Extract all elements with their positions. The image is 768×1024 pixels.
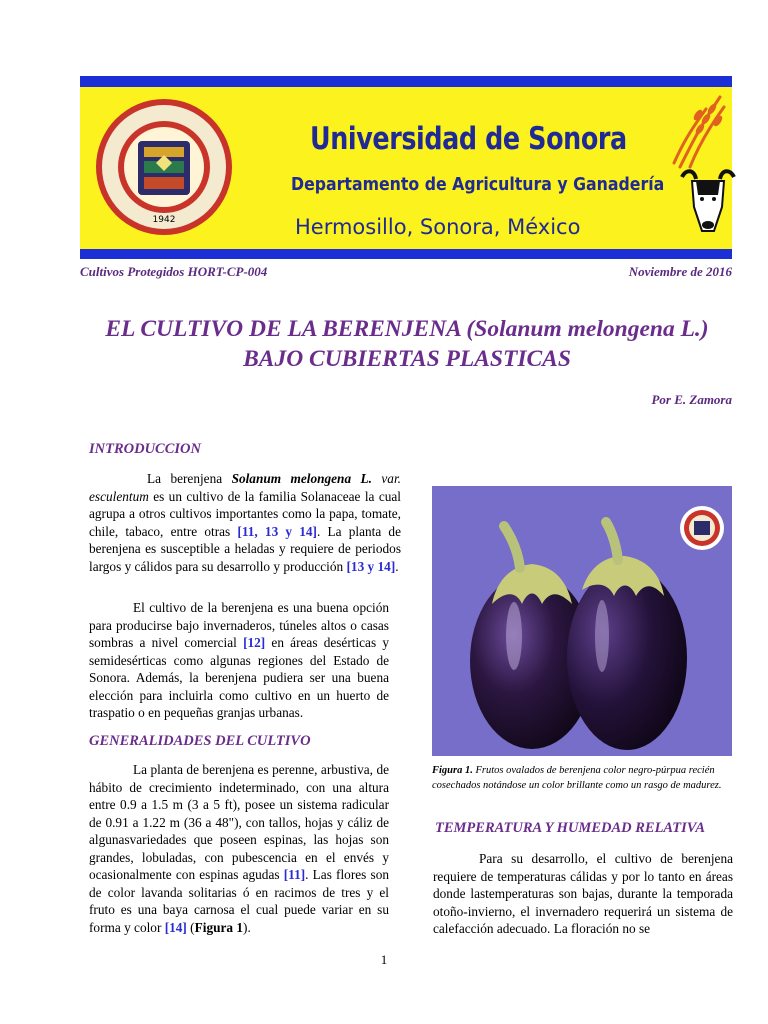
citation-link[interactable]: [11] <box>283 867 306 882</box>
general-paragraph-1: La planta de berenjena es perenne, arbustiva, de hábito de crecimiento indeterminado, con una altura entre 0.9 a 1.5 m (3 a 5 ft), posee un sistema radicular de 0.91 a 1.22 m (36 a 48"), con tallos, hojas y cáliz de algunasvariedades que poseen espinas, las hojas son grandes, lobuladas, con pubescencia en el envés y ocasionalmente con espinas agudas [11]. Las flores son de color lavanda solitarias ó en racimos de tres y el fruto es una baya carnosa el cual puede variar en su forma y color [14] (Figura 1). <box>89 762 389 935</box>
eggplant-photo <box>432 486 732 756</box>
title-line-1: EL CULTIVO DE LA BERENJENA (Solanum melongena L.) <box>105 316 709 342</box>
bull-head-icon <box>680 165 736 237</box>
figure-caption: Figura 1. Frutos ovalados de berenjena color negro-púrpua recién cosechados notándose un color brillante como un rasgo de madurez. <box>432 765 722 791</box>
author-byline: Por E. Zamora <box>651 392 732 407</box>
heading-generalidades: GENERALIDADES DEL CULTIVO <box>89 733 311 749</box>
wheat-icon <box>672 93 728 171</box>
citation-link[interactable]: [12] <box>243 635 266 650</box>
intro-paragraph-1: La berenjena Solanum melongena L. var. esculentum es un cultivo de la familia Solanaceae la cual agrupa a otros cultivos importantes como la papa, tomate, chile, tabaco, entre otras [11, 13 y 14]. La planta de berenjena es susceptible a heladas y requiere de periodos largos y cálidos para su desarrollo y producción [13 y 14]. <box>89 471 401 574</box>
svg-text:1942: 1942 <box>152 215 176 225</box>
publication-date: Noviembre de 2016 <box>628 264 732 279</box>
figure-label: Figura 1. <box>432 765 473 776</box>
heading-temperatura: TEMPERATURA Y HUMEDAD RELATIVA <box>435 820 706 836</box>
university-name: Universidad de Sonora <box>310 121 627 157</box>
banner-top-bar <box>80 76 732 87</box>
heading-introduccion: INTRODUCCION <box>89 441 201 457</box>
intro-paragraph-2: El cultivo de la berenjena es una buena opción para producirse bajo invernaderos, túneles altos o casas sombras a nivel comercial [12] en áreas desérticas y semidesérticas como algunas regiones del Estado de Sonora. Además, la berenjena pudiera ser una buena elección para incluirla como cultivo en un huerto de traspatio o en pequeñas granjas urbanas. <box>89 600 389 720</box>
citation-link[interactable]: [11, 13 y 14] <box>237 523 317 539</box>
university-seal-logo <box>94 97 234 237</box>
department-name: Departamento de Agricultura y Ganadería <box>291 175 665 195</box>
page-number: 1 <box>380 952 388 967</box>
document-title <box>80 314 734 374</box>
title-line-2: BAJO CUBIERTAS PLASTICAS <box>243 346 571 372</box>
location-name: Hermosillo, Sonora, México <box>295 215 581 239</box>
citation-link[interactable]: [14] <box>164 919 187 935</box>
header-banner <box>80 87 732 249</box>
citation-link[interactable]: [13 y 14] <box>346 558 396 574</box>
temp-paragraph-1: Para su desarrollo, el cultivo de berenjena requiere de temperaturas cálidas y por lo tanto en áreas donde lastemperaturas son bajas, durante la temporada otoño-invierno, el invernadero requerirá un sistema de calefacción adecuado. La floración no se <box>433 851 733 936</box>
banner-bottom-bar <box>80 249 732 259</box>
species-name: Solanum melongena <box>474 316 675 342</box>
publication-series: Cultivos Protegidos HORT-CP-004 <box>80 264 268 279</box>
